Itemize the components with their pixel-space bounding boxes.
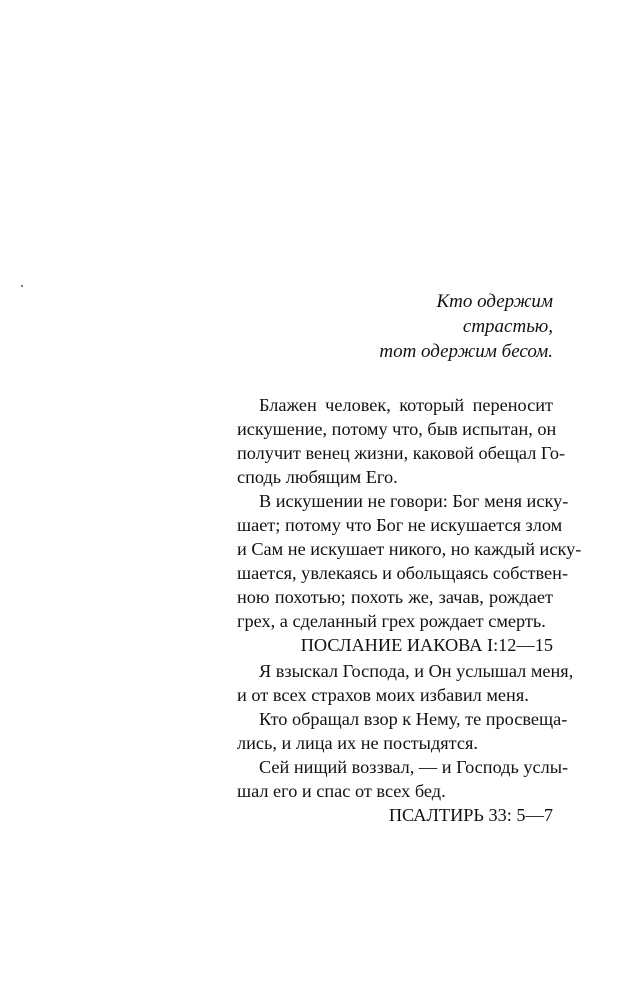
quote-james bbox=[237, 393, 582, 657]
quote-line: Кто обращал взор к Нему, те просвеща- bbox=[259, 709, 568, 729]
quote-line: шается, увлекаясь и обольщаясь собствен- bbox=[237, 563, 569, 583]
quote-line: сподь любящим Его. bbox=[237, 467, 398, 487]
page-speck bbox=[21, 285, 23, 287]
quote-line: Я взыскал Господа, и Он услышал меня, bbox=[259, 661, 574, 681]
quote-line: Сей нищий воззвал, — и Господь услы- bbox=[259, 757, 569, 777]
quote-line: искушение, потому что, быв испытан, он bbox=[237, 419, 557, 439]
quote-line: лись, и лица их не постыдятся. bbox=[237, 733, 478, 753]
quote-line: В искушении не говори: Бог меня иску- bbox=[259, 491, 569, 511]
epigraph-line: Кто одержим bbox=[436, 291, 553, 312]
epigraph-line: страстью, bbox=[462, 316, 553, 337]
quote-source: ПОСЛАНИЕ ИАКОВА I:12—15 bbox=[300, 635, 553, 655]
quote-line: и от всех страхов моих избавил меня. bbox=[237, 685, 529, 705]
quote-line: получит венец жизни, каковой обещал Го- bbox=[237, 443, 566, 463]
quote-line: Блажен человек, который переносит bbox=[259, 395, 553, 415]
quote-line: шает; потому что Бог не искушается злом bbox=[237, 515, 563, 535]
epigraph bbox=[300, 289, 553, 364]
quote-source: ПСАЛТИРЬ 33: 5—7 bbox=[388, 805, 553, 825]
quote-line: и Сам не искушает никого, но каждый иску- bbox=[237, 539, 582, 559]
quote-line: шал его и спас от всех бед. bbox=[237, 781, 446, 801]
quote-line: грех, а сделанный грех рождает смерть. bbox=[237, 611, 546, 631]
quote-psalm bbox=[237, 659, 574, 827]
epigraph-line: тот одержим бесом. bbox=[379, 341, 553, 362]
quote-line: ною похотью; похоть же, зачав, рождает bbox=[237, 587, 553, 607]
